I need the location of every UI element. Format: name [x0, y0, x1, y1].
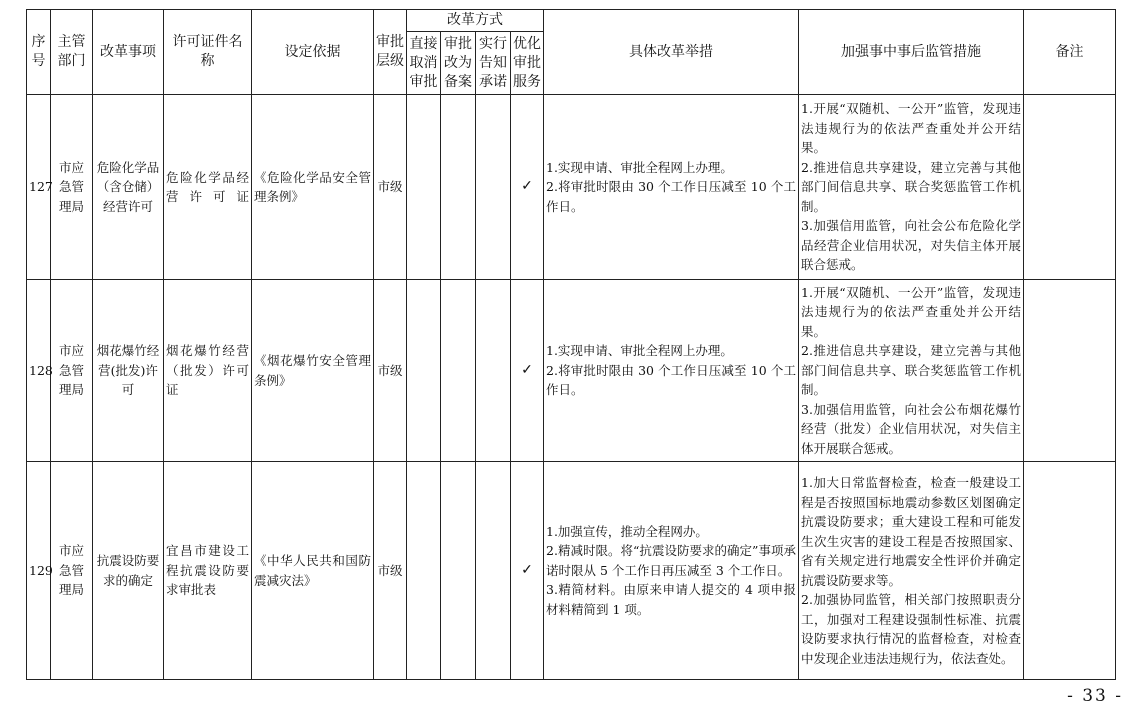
- remarks-cell: [1024, 462, 1116, 680]
- header-level: 审批层级: [374, 10, 407, 95]
- header-seq: 序号: [27, 10, 51, 95]
- basis-cell: 《危险化学品安全管理条例》: [252, 95, 374, 280]
- measures-cell: [544, 95, 799, 280]
- header-mode-optimize: 优化审批服务: [511, 32, 544, 95]
- mode-notify-cell: [476, 95, 511, 280]
- header-item: 改革事项: [93, 10, 164, 95]
- measure-item: 3.精简材料。由原来申请人提交的 4 项申报材料精简到 1 项。: [546, 582, 796, 617]
- supervision-cell: [799, 95, 1024, 280]
- item-cell: 危险化学品（含仓储）经营许可: [93, 95, 164, 280]
- supervision-item: 2.加强协同监管，相关部门按照职责分工，加强对工程建设强制性标准、抗震设防要求执行情况的监督检查，对检查中发现企业违法违规行为，依法查处。: [801, 592, 1021, 666]
- supervision-item: 3.加强信用监管，向社会公布烟花爆竹经营（批发）企业信用状况，对失信主体开展联合惩戒。: [801, 401, 1021, 456]
- measure-item: 1.实现申请、审批全程网上办理。: [546, 159, 733, 175]
- seq-cell: 128: [27, 280, 51, 462]
- license-cell: 烟花爆竹经营（批发）许可证: [164, 280, 252, 462]
- seq-cell: 127: [27, 95, 51, 280]
- item-cell: 烟花爆竹经营(批发)许可: [93, 280, 164, 462]
- supervision-cell: [799, 280, 1024, 462]
- level-cell: 市级: [374, 462, 407, 680]
- supervision-cell: [799, 462, 1024, 680]
- mode-optimize-cell: ✓: [511, 462, 544, 680]
- header-mode-notify: 实行告知承诺: [476, 32, 511, 95]
- seq-cell: 129: [27, 462, 51, 680]
- table-row: [27, 95, 1116, 280]
- header-measures: 具体改革举措: [544, 10, 799, 95]
- table-row: [27, 462, 1116, 680]
- header-basis: 设定依据: [252, 10, 374, 95]
- mode-notify-cell: [476, 462, 511, 680]
- license-cell: 宜昌市建设工程抗震设防要求审批表: [164, 462, 252, 680]
- mode-optimize-cell: ✓: [511, 95, 544, 280]
- item-cell: 抗震设防要求的确定: [93, 462, 164, 680]
- supervision-item: 2.推进信息共享建设，建立完善与其他部门间信息共享、联合奖惩监管工作机制。: [801, 159, 1021, 214]
- mode-cancel-cell: [407, 95, 441, 280]
- level-cell: 市级: [374, 280, 407, 462]
- license-cell: 危险化学品经营许可证: [164, 95, 252, 280]
- supervision-item: 1.开展“双随机、一公开”监管，发现违法违规行为的依法严查重处并公开结果。: [801, 284, 1021, 339]
- reform-table: [26, 9, 1116, 680]
- supervision-item: 1.开展“双随机、一公开”监管，发现违法违规行为的依法严查重处并公开结果。: [801, 101, 1021, 156]
- basis-cell: 《中华人民共和国防震减灾法》: [252, 462, 374, 680]
- measures-cell: [544, 462, 799, 680]
- header-row: [27, 10, 1116, 32]
- mode-cancel-cell: [407, 462, 441, 680]
- measure-item: 2.精减时限。将“抗震设防要求的确定”事项承诺时限从 5 个工作日再压减至 3 个工作日。: [546, 543, 796, 578]
- header-dept: 主管部门: [51, 10, 93, 95]
- measures-cell: [544, 280, 799, 462]
- header-license: 许可证件名称: [164, 10, 252, 95]
- supervision-item: 2.推进信息共享建设，建立完善与其他部门间信息共享、联合奖惩监管工作机制。: [801, 343, 1021, 398]
- measure-item: 1.加强宣传，推动全程网办。: [546, 523, 708, 539]
- remarks-cell: [1024, 280, 1116, 462]
- mode-filing-cell: [441, 462, 476, 680]
- basis-cell: 《烟花爆竹安全管理条例》: [252, 280, 374, 462]
- supervision-item: 1.加大日常监督检查，检查一般建设工程是否按照国标地震动参数区划图确定抗震设防要求；重大建设工程和可能发生次生灾害的建设工程是否按照国家、省有关规定进行地震安全性评价并确定抗震设防要求等。: [801, 475, 1021, 588]
- header-remarks: 备注: [1024, 10, 1116, 95]
- mode-filing-cell: [441, 280, 476, 462]
- header-mode-cancel: 直接取消审批: [407, 32, 441, 95]
- page-number: - 33 -: [1067, 686, 1123, 706]
- header-reform-mode: 改革方式: [407, 10, 544, 32]
- mode-optimize-cell: ✓: [511, 280, 544, 462]
- header-supervision: 加强事中事后监管措施: [799, 10, 1024, 95]
- dept-cell: 市应急管理局: [51, 95, 93, 280]
- measure-item: 2.将审批时限由 30 个工作日压减至 10 个工作日。: [546, 362, 796, 398]
- measure-item: 1.实现申请、审批全程网上办理。: [546, 343, 733, 359]
- measure-item: 2.将审批时限由 30 个工作日压减至 10 个工作日。: [546, 179, 796, 214]
- dept-cell: 市应急管理局: [51, 462, 93, 680]
- table-row: [27, 280, 1116, 462]
- header-mode-filing: 审批改为备案: [441, 32, 476, 95]
- mode-cancel-cell: [407, 280, 441, 462]
- level-cell: 市级: [374, 95, 407, 280]
- dept-cell: 市应急管理局: [51, 280, 93, 462]
- remarks-cell: [1024, 95, 1116, 280]
- mode-filing-cell: [441, 95, 476, 280]
- mode-notify-cell: [476, 280, 511, 462]
- supervision-item: 3.加强信用监管，向社会公布危险化学品经营企业信用状况，对失信主体开展联合惩戒。: [801, 218, 1021, 273]
